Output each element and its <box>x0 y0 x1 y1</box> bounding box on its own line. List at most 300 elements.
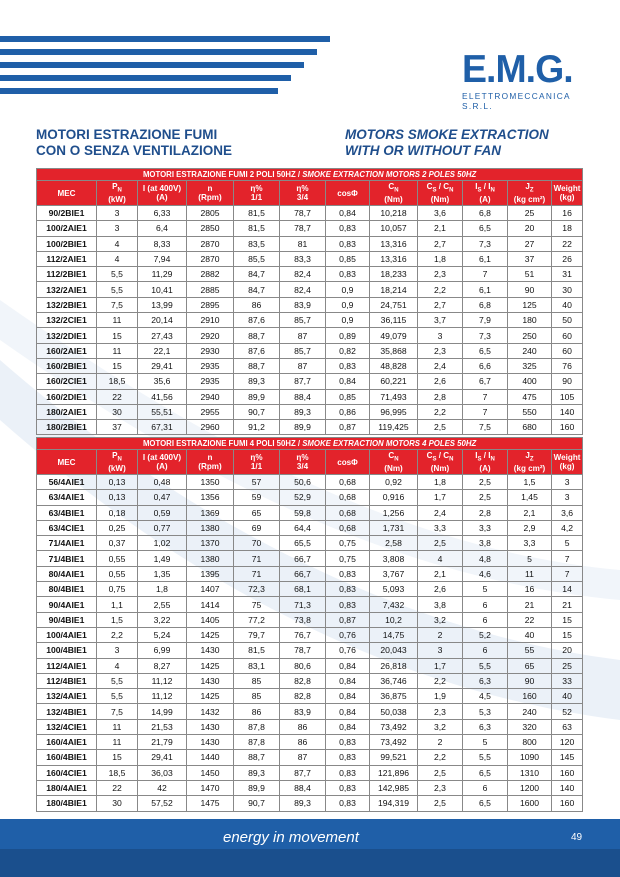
footer-band <box>0 819 620 877</box>
table-cell: 1,02 <box>138 536 187 551</box>
table-row <box>37 297 583 312</box>
table-cell: 1356 <box>187 490 234 505</box>
table-cell: 0,68 <box>326 490 370 505</box>
table-cell: 21 <box>508 597 552 612</box>
table-cell: 89,9 <box>234 780 280 795</box>
table-cell: 3,3 <box>418 520 463 535</box>
motor-model-cell: 160/4AIE1 <box>37 735 97 750</box>
table-cell: 85,5 <box>234 251 280 266</box>
motor-model-cell: 100/4BIE1 <box>37 643 97 658</box>
column-header: $J_Z$ (kg cm²) <box>508 450 552 475</box>
table-cell: 2870 <box>187 251 234 266</box>
table-cell: 10,218 <box>370 206 418 221</box>
motor-model-cell: 132/2CIE1 <box>37 313 97 328</box>
table-cell: 3,3 <box>463 520 508 535</box>
table-cell: 6,3 <box>463 719 508 734</box>
table-cell: 88,7 <box>234 750 280 765</box>
table-cell: 2,3 <box>418 780 463 795</box>
table-cell: 250 <box>508 328 552 343</box>
motor-model-cell: 80/4AIE1 <box>37 566 97 581</box>
table-cell: 60 <box>552 343 583 358</box>
table-cell: 0,83 <box>326 735 370 750</box>
table-cell: 35,868 <box>370 343 418 358</box>
table-cell: 3 <box>552 490 583 505</box>
table-cell: 82,8 <box>280 689 326 704</box>
table-row <box>37 389 583 404</box>
table-cell: 20,14 <box>138 313 187 328</box>
table-cell: 50 <box>552 313 583 328</box>
logo-wordmark: E.M.G. <box>462 48 573 91</box>
table-cell: 400 <box>508 374 552 389</box>
table-caption: MOTORI ESTRAZIONE FUMI 4 POLI 50HZ / SMOKE EXTRACTION MOTORS 4 POLES 50HZ <box>37 438 583 450</box>
table-cell: 35,6 <box>138 374 187 389</box>
table-cell: 79,7 <box>234 627 280 642</box>
table-cell: 15 <box>97 750 138 765</box>
table-cell: 7,3 <box>463 236 508 251</box>
table-cell: 2,2 <box>418 673 463 688</box>
table-cell: 78,7 <box>280 206 326 221</box>
table-cell: 145 <box>552 750 583 765</box>
table-cell: 3,22 <box>138 612 187 627</box>
table-cell: 1,5 <box>508 475 552 490</box>
table-cell: 15 <box>97 328 138 343</box>
table-cell: 70 <box>234 536 280 551</box>
table-cell: 7,94 <box>138 251 187 266</box>
table-cell: 1,7 <box>418 658 463 673</box>
column-header: cosΦ <box>326 181 370 206</box>
table-row <box>37 658 583 673</box>
table-cell: 2,2 <box>418 404 463 419</box>
table-cell: 475 <box>508 389 552 404</box>
table-cell: 4 <box>97 236 138 251</box>
table-cell: 2935 <box>187 374 234 389</box>
table-cell: 2895 <box>187 297 234 312</box>
table-cell: 0,83 <box>326 221 370 236</box>
table-row <box>37 343 583 358</box>
table-row <box>37 582 583 597</box>
table-row <box>37 328 583 343</box>
table-cell: 59,8 <box>280 505 326 520</box>
table-cell: 6,33 <box>138 206 187 221</box>
motor-model-cell: 160/2CIE1 <box>37 374 97 389</box>
table-cell: 2,9 <box>508 520 552 535</box>
table-cell: 1425 <box>187 658 234 673</box>
table-cell: 90 <box>508 282 552 297</box>
table-cell: 0,83 <box>326 236 370 251</box>
table-cell: 49,079 <box>370 328 418 343</box>
table-cell: 2 <box>418 735 463 750</box>
motor-model-cell: 160/4BIE1 <box>37 750 97 765</box>
table-cell: 0,83 <box>326 358 370 373</box>
table-cell: 0,916 <box>370 490 418 505</box>
table-cell: 71,3 <box>280 597 326 612</box>
table-cell: 2,58 <box>370 536 418 551</box>
table-cell: 88,4 <box>280 780 326 795</box>
table-cell: 89,3 <box>234 374 280 389</box>
table-cell: 240 <box>508 704 552 719</box>
table-cell: 0,9 <box>326 313 370 328</box>
column-header: Weight (kg) <box>552 450 583 475</box>
column-header: η% 3/4 <box>280 450 326 475</box>
table-cell: 6 <box>463 643 508 658</box>
table-cell: 0,83 <box>326 267 370 282</box>
table-cell: 0,48 <box>138 475 187 490</box>
table-cell: 0,87 <box>326 420 370 435</box>
table-cell: 20,043 <box>370 643 418 658</box>
table-cell: 2,2 <box>418 282 463 297</box>
table-cell: 20 <box>552 643 583 658</box>
title-it-line-1: MOTORI ESTRAZIONE FUMI <box>36 127 218 142</box>
table-row <box>37 358 583 373</box>
table-cell: 87,6 <box>234 313 280 328</box>
table-cell: 5,5 <box>463 658 508 673</box>
table-cell: 18,214 <box>370 282 418 297</box>
table-cell: 16 <box>508 582 552 597</box>
table-cell: 76 <box>552 358 583 373</box>
table-cell: 18,233 <box>370 267 418 282</box>
table-row <box>37 505 583 520</box>
table-cell: 240 <box>508 343 552 358</box>
table-row <box>37 566 583 581</box>
table-cell: 89,3 <box>280 796 326 811</box>
table-cell: 2,8 <box>463 505 508 520</box>
table-cell: 3,3 <box>508 536 552 551</box>
table-row <box>37 551 583 566</box>
table-cell: 680 <box>508 420 552 435</box>
table-cell: 2920 <box>187 328 234 343</box>
table-cell: 66,7 <box>280 551 326 566</box>
table-cell: 88,7 <box>234 328 280 343</box>
motor-model-cell: 90/4BIE1 <box>37 612 97 627</box>
table-cell: 25 <box>508 206 552 221</box>
table-cell: 65 <box>234 505 280 520</box>
table-cell: 87,6 <box>234 343 280 358</box>
table-cell: 2 <box>418 627 463 642</box>
motor-model-cell: 160/4CIE1 <box>37 765 97 780</box>
table-cell: 67,31 <box>138 420 187 435</box>
table-cell: 1200 <box>508 780 552 795</box>
motor-model-cell: 63/4AIE1 <box>37 490 97 505</box>
table-cell: 3,6 <box>552 505 583 520</box>
table-row <box>37 313 583 328</box>
table-cell: 7 <box>463 404 508 419</box>
table-cell: 0,83 <box>326 750 370 765</box>
table-cell: 30 <box>97 796 138 811</box>
table-cell: 4 <box>97 251 138 266</box>
table-cell: 1,5 <box>97 612 138 627</box>
column-header: n (Rpm) <box>187 450 234 475</box>
table-cell: 0,83 <box>326 765 370 780</box>
table-cell: 0,84 <box>326 206 370 221</box>
table-cell: 7,5 <box>463 420 508 435</box>
table-cell: 81,5 <box>234 206 280 221</box>
table-cell: 85,7 <box>280 313 326 328</box>
table-cell: 14,99 <box>138 704 187 719</box>
table-row <box>37 612 583 627</box>
table-cell: 4 <box>97 658 138 673</box>
column-header: I (at 400V) (A) <box>138 181 187 206</box>
table-cell: 0,75 <box>326 536 370 551</box>
table-cell: 57,52 <box>138 796 187 811</box>
table-cell: 1425 <box>187 627 234 642</box>
motor-model-cell: 112/4AIE1 <box>37 658 97 673</box>
table-cell: 1450 <box>187 765 234 780</box>
table-cell: 3 <box>97 206 138 221</box>
motor-model-cell: 112/2BIE1 <box>37 267 97 282</box>
table-row <box>37 627 583 642</box>
table-cell: 10,41 <box>138 282 187 297</box>
table-cell: 2,3 <box>418 704 463 719</box>
table-row <box>37 490 583 505</box>
table-cell: 5 <box>552 536 583 551</box>
table-cell: 68,1 <box>280 582 326 597</box>
table-cell: 85 <box>234 673 280 688</box>
table-cell: 71 <box>234 551 280 566</box>
table-cell: 22 <box>97 780 138 795</box>
table-cell: 1,35 <box>138 566 187 581</box>
table-cell: 41,56 <box>138 389 187 404</box>
table-cell: 7,3 <box>463 328 508 343</box>
table-cell: 2805 <box>187 206 234 221</box>
table-cell: 550 <box>508 404 552 419</box>
table-cell: 3,2 <box>418 719 463 734</box>
table-cell: 87 <box>280 358 326 373</box>
table-cell: 29,41 <box>138 750 187 765</box>
table-cell: 0,85 <box>326 251 370 266</box>
table-cell: 78,7 <box>280 221 326 236</box>
table-cell: 2,5 <box>463 475 508 490</box>
table-cell: 1350 <box>187 475 234 490</box>
table-cell: 1310 <box>508 765 552 780</box>
table-cell: 87,8 <box>234 735 280 750</box>
table-cell: 88,7 <box>234 358 280 373</box>
table-cell: 27 <box>508 236 552 251</box>
table-row <box>37 420 583 435</box>
table-row <box>37 221 583 236</box>
table-cell: 84,7 <box>234 267 280 282</box>
table-cell: 57 <box>234 475 280 490</box>
table-cell: 119,425 <box>370 420 418 435</box>
table-cell: 36,875 <box>370 689 418 704</box>
table-cell: 33 <box>552 673 583 688</box>
table-cell: 6,1 <box>463 282 508 297</box>
table-cell: 21,53 <box>138 719 187 734</box>
motor-model-cell: 112/4BIE1 <box>37 673 97 688</box>
table-cell: 6,8 <box>463 297 508 312</box>
table-cell: 6,4 <box>138 221 187 236</box>
table-cell: 5,3 <box>463 704 508 719</box>
table-cell: 15 <box>552 612 583 627</box>
table-cell: 14,75 <box>370 627 418 642</box>
table-cell: 5 <box>463 735 508 750</box>
table-row <box>37 689 583 704</box>
column-header: MEC <box>37 181 97 206</box>
table-cell: 2910 <box>187 313 234 328</box>
table-cell: 90,7 <box>234 404 280 419</box>
table-cell: 83,5 <box>234 236 280 251</box>
table-cell: 87,7 <box>280 374 326 389</box>
table-cell: 83,1 <box>234 658 280 673</box>
table-cell: 36,03 <box>138 765 187 780</box>
table-cell: 89,3 <box>280 404 326 419</box>
table-cell: 1,8 <box>138 582 187 597</box>
table-cell: 2870 <box>187 236 234 251</box>
table-row <box>37 374 583 389</box>
table-cell: 10,2 <box>370 612 418 627</box>
table-cell: 22 <box>552 236 583 251</box>
column-header: $I_S / I_N$ (A) <box>463 181 508 206</box>
table-cell: 125 <box>508 297 552 312</box>
motor-model-cell: 180/2AIE1 <box>37 404 97 419</box>
table-cell: 30 <box>97 404 138 419</box>
table-cell: 0,68 <box>326 520 370 535</box>
table-cell: 3,6 <box>418 206 463 221</box>
table-cell: 52,9 <box>280 490 326 505</box>
table-cell: 105 <box>552 389 583 404</box>
table-row <box>37 719 583 734</box>
table-row <box>37 475 583 490</box>
table-cell: 0,37 <box>97 536 138 551</box>
table-cell: 24,751 <box>370 297 418 312</box>
table-cell: 2,1 <box>508 505 552 520</box>
table-cell: 2935 <box>187 358 234 373</box>
table-cell: 91,2 <box>234 420 280 435</box>
table-cell: 7,5 <box>97 297 138 312</box>
table-cell: 40 <box>552 689 583 704</box>
table-cell: 0,85 <box>326 389 370 404</box>
table-cell: 0,13 <box>97 475 138 490</box>
table-cell: 86 <box>280 719 326 734</box>
table-cell: 5,5 <box>97 282 138 297</box>
column-header: MEC <box>37 450 97 475</box>
motor-model-cell: 71/4BIE1 <box>37 551 97 566</box>
table-row <box>37 750 583 765</box>
motor-model-cell: 132/2DIE1 <box>37 328 97 343</box>
table-cell: 83,9 <box>280 297 326 312</box>
table-cell: 90 <box>508 673 552 688</box>
table-cell: 160 <box>552 420 583 435</box>
table-cell: 6,7 <box>463 374 508 389</box>
column-header: $I_S / I_N$ (A) <box>463 450 508 475</box>
table-cell: 81 <box>280 236 326 251</box>
footer-slogan: energy in movement <box>223 829 359 846</box>
table-cell: 0,76 <box>326 643 370 658</box>
table-cell: 11 <box>97 735 138 750</box>
table-row <box>37 673 583 688</box>
table-cell: 85,7 <box>280 343 326 358</box>
table-cell: 0,84 <box>326 704 370 719</box>
table-cell: 1,45 <box>508 490 552 505</box>
table-cell: 121,896 <box>370 765 418 780</box>
table-cell: 0,87 <box>326 612 370 627</box>
motor-model-cell: 132/4CIE1 <box>37 719 97 734</box>
table-cell: 5,5 <box>463 750 508 765</box>
table-cell: 1,1 <box>97 597 138 612</box>
table-cell: 2,6 <box>418 582 463 597</box>
table-cell: 2930 <box>187 343 234 358</box>
table-row <box>37 796 583 811</box>
table-cell: 14 <box>552 582 583 597</box>
table-cell: 6,5 <box>463 765 508 780</box>
motor-model-cell: 160/2BIE1 <box>37 358 97 373</box>
table-cell: 0,68 <box>326 505 370 520</box>
stripe-2 <box>0 49 317 55</box>
table-cell: 37 <box>97 420 138 435</box>
table-cell: 52 <box>552 704 583 719</box>
table-row <box>37 765 583 780</box>
table-cell: 194,319 <box>370 796 418 811</box>
motor-model-cell: 112/2AIE1 <box>37 251 97 266</box>
table-cell: 11 <box>508 566 552 581</box>
table-cell: 180 <box>508 313 552 328</box>
table-cell: 3 <box>418 328 463 343</box>
table-row <box>37 704 583 719</box>
table-cell: 6 <box>463 780 508 795</box>
table-cell: 50,6 <box>280 475 326 490</box>
table-cell: 7,5 <box>97 704 138 719</box>
motor-model-cell: 132/4BIE1 <box>37 704 97 719</box>
table-cell: 78,7 <box>280 643 326 658</box>
table-cell: 3 <box>97 643 138 658</box>
page-title-english <box>345 127 549 158</box>
table-cell: 0,75 <box>97 582 138 597</box>
table-cell: 1407 <box>187 582 234 597</box>
table-cell: 0,68 <box>326 475 370 490</box>
table-cell: 11 <box>97 343 138 358</box>
title-en-line-2: WITH OR WITHOUT FAN <box>345 142 501 158</box>
table-cell: 99,521 <box>370 750 418 765</box>
table-cell: 0,84 <box>326 689 370 704</box>
table-cell: 36,115 <box>370 313 418 328</box>
table-cell: 7 <box>552 566 583 581</box>
table-cell: 15 <box>552 627 583 642</box>
table-cell: 1414 <box>187 597 234 612</box>
table-cell: 63 <box>552 719 583 734</box>
table-cell: 5,2 <box>463 627 508 642</box>
table-cell: 11,12 <box>138 673 187 688</box>
table-cell: 0,9 <box>326 297 370 312</box>
table-cell: 69 <box>234 520 280 535</box>
table-cell: 87,8 <box>234 719 280 734</box>
table-cell: 140 <box>552 404 583 419</box>
table-cell: 1430 <box>187 673 234 688</box>
table-cell: 40 <box>552 297 583 312</box>
motor-model-cell: 80/4BIE1 <box>37 582 97 597</box>
table-cell: 11,29 <box>138 267 187 282</box>
table-cell: 30 <box>552 282 583 297</box>
table-cell: 2960 <box>187 420 234 435</box>
table-cell: 6,6 <box>463 358 508 373</box>
motor-model-cell: 132/2AIE1 <box>37 282 97 297</box>
table-cell: 7 <box>463 267 508 282</box>
table-cell: 1090 <box>508 750 552 765</box>
table-cell: 3,8 <box>418 597 463 612</box>
table-cell: 120 <box>552 735 583 750</box>
table-cell: 2,1 <box>418 566 463 581</box>
table-cell: 90 <box>552 374 583 389</box>
column-header: Weight (kg) <box>552 181 583 206</box>
table-cell: 18 <box>552 221 583 236</box>
table-cell: 0,18 <box>97 505 138 520</box>
table-row <box>37 251 583 266</box>
table-cell: 0,83 <box>326 597 370 612</box>
table-cell: 50,038 <box>370 704 418 719</box>
table-cell: 800 <box>508 735 552 750</box>
table-row <box>37 536 583 551</box>
table-cell: 66,7 <box>280 566 326 581</box>
table-cell: 2955 <box>187 404 234 419</box>
table-cell: 51 <box>508 267 552 282</box>
